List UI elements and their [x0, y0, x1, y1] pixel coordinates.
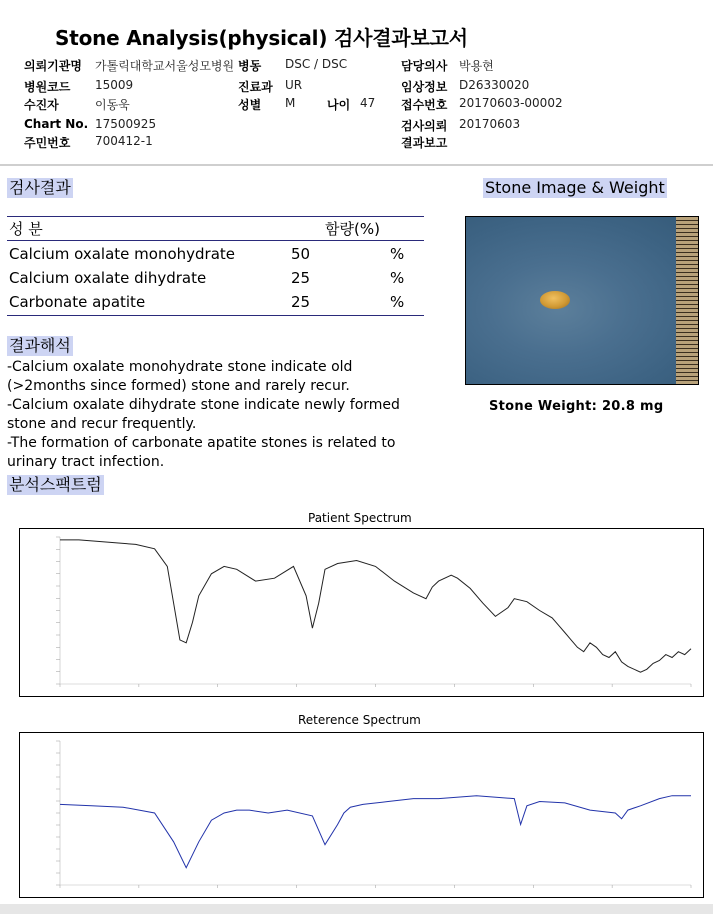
- request-date-value: 20170603: [459, 117, 521, 131]
- age-label: 나이: [327, 98, 351, 112]
- reference-spectrum-title: Reterence Spectrum: [298, 713, 421, 727]
- interpretation-line: (>2months since formed) stone and rarely recur.: [7, 378, 350, 394]
- patient-value: 이동욱: [95, 98, 130, 112]
- reference-spectrum-frame: [19, 732, 704, 898]
- result-row-value: 25: [291, 293, 311, 311]
- department-label: 진료과: [238, 80, 273, 94]
- header-row-1: [24, 57, 82, 74]
- table-bottom-line: [7, 315, 424, 316]
- patient-spectrum-title: Patient Spectrum: [308, 511, 412, 525]
- receipt-no-value: 20170603-00002: [459, 96, 563, 110]
- receipt-no-label: 접수번호: [401, 98, 448, 112]
- doctor-label: 담당의사: [401, 59, 448, 73]
- clinical-info-value: D26330020: [459, 78, 530, 92]
- interpretation-line: -The formation of carbonate apatite stones is related to: [7, 435, 396, 451]
- stone-specimen: [540, 291, 570, 309]
- department-value: UR: [285, 78, 303, 92]
- result-row-name: Carbonate apatite: [9, 293, 146, 311]
- doctor-value: 박용현: [459, 59, 494, 73]
- result-row-unit: %: [390, 245, 405, 263]
- results-section-title: 검사결과: [9, 178, 71, 197]
- col-content-header: 함량(%): [325, 220, 380, 238]
- ordering-dept-label: 의뢰기관명: [24, 59, 82, 73]
- clinical-info-label: 임상정보: [401, 80, 448, 94]
- chart-no-label: Chart No.: [24, 117, 89, 131]
- report-title: Stone Analysis(physical) 검사결과보고서: [55, 26, 468, 50]
- image-section-title: Stone Image & Weight: [485, 178, 665, 197]
- spectrum-line: [60, 796, 691, 868]
- result-row-value: 25: [291, 269, 311, 287]
- ordering-dept-value: 가톨릭대학교서울성모병원: [95, 59, 235, 73]
- sex-value: M: [285, 96, 296, 110]
- interpretation-line: stone and recur frequently.: [7, 416, 197, 432]
- interpretation-section-title: 결과해석: [9, 336, 71, 355]
- patient-label: 수진자: [24, 98, 59, 112]
- ward-label: 병동: [238, 59, 262, 73]
- stone-photo: [465, 216, 699, 385]
- header-divider: [0, 164, 713, 166]
- table-header-line: [7, 240, 424, 241]
- request-date-label: 검사의뢰: [401, 119, 448, 133]
- table-top-line: [7, 216, 424, 217]
- patient-spectrum-chart: [20, 529, 703, 696]
- resident-no-value: 700412-1: [95, 134, 153, 148]
- hospital-code-label: 병원코드: [24, 80, 71, 94]
- interpretation-line: -Calcium oxalate monohydrate stone indicate old: [7, 359, 353, 375]
- ward-value: DSC / DSC: [285, 57, 348, 71]
- resident-no-label: 주민번호: [24, 136, 71, 150]
- interpretation-line: urinary tract infection.: [7, 454, 165, 470]
- stone-weight: Stone Weight: 20.8 mg: [489, 399, 664, 414]
- spectrum-section-title: 분석스팩트럼: [9, 475, 102, 494]
- result-row-name: Calcium oxalate dihydrate: [9, 269, 207, 287]
- reference-spectrum-chart: [20, 733, 703, 897]
- result-row-unit: %: [390, 293, 405, 311]
- patient-spectrum-frame: [19, 528, 704, 697]
- interpretation-text: [7, 358, 427, 472]
- interpretation-line: -Calcium oxalate dihydrate stone indicate newly formed: [7, 397, 400, 413]
- result-row-value: 50: [291, 245, 311, 263]
- spectrum-line: [60, 540, 691, 672]
- age-value: 47: [360, 96, 376, 110]
- page-bottom-band: [0, 904, 713, 914]
- report-label: 결과보고: [401, 136, 448, 150]
- col-component-header: 성 분: [9, 220, 43, 238]
- result-row-name: Calcium oxalate monohydrate: [9, 245, 236, 263]
- hospital-code-value: 15009: [95, 78, 134, 92]
- chart-no-value: 17500925: [95, 117, 157, 131]
- result-row-unit: %: [390, 269, 405, 287]
- sex-label: 성별: [238, 98, 262, 112]
- ruler-scale: [676, 217, 698, 384]
